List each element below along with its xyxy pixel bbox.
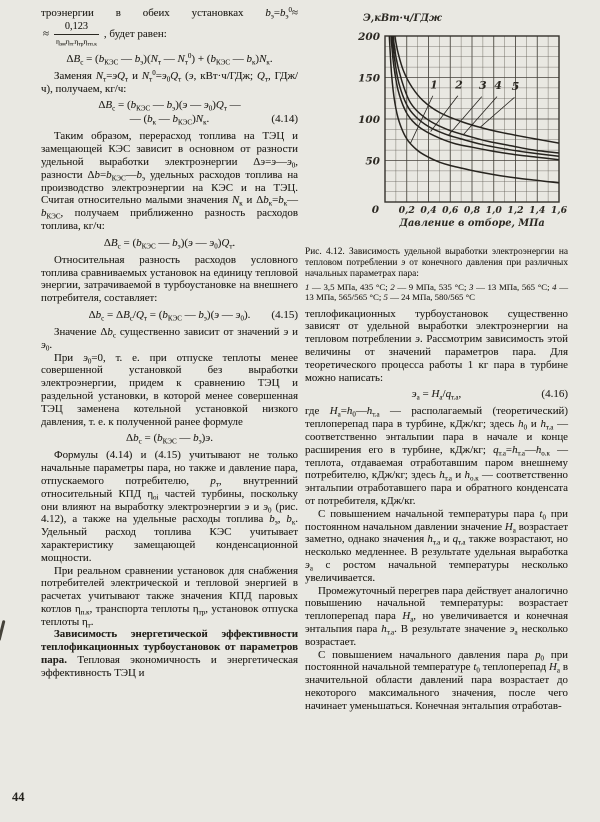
equation-4-16: $э_а = H_а/q_{т.а}$, (4.16) [411, 388, 568, 402]
svg-text:0,6: 0,6 [442, 205, 459, 216]
svg-text:1,0: 1,0 [485, 205, 502, 216]
body-paragraph-heading: Зависимость энергетической эффективности теплофикационных турбоустановок от параметров пара. Тепловая экономичность и энергетическая эффективность ТЭЦ и [41, 628, 298, 679]
body-paragraph-continuation: теплофикационных турбоустановок существенно зависят от удельной выработки электроэнергии на тепловом потреблении э. Рассмотрим зависимость этой величины от значений параметров пара. Для теоретического процесса работы 1 кг пара в турбине можно написать: [305, 307, 568, 384]
fraction-tail-text: , будет равен: [103, 28, 167, 41]
chart-axis-labels [357, 13, 568, 229]
right-column [305, 6, 568, 713]
y-axis-label: Э,кВт·ч/ГДж [363, 13, 442, 24]
equation-number: (4.14) [271, 113, 298, 126]
svg-text:1,4: 1,4 [529, 205, 546, 216]
equation-4-15: $\Delta b_с = \Delta B_с/Q_т = (b_{КЭС}$ — $b_э)(э$ — $э_0$). (4.15) [88, 308, 298, 323]
svg-text:0,4: 0,4 [420, 205, 437, 216]
curve-2 [391, 36, 559, 160]
figure-4-12-chart [305, 6, 568, 236]
svg-text:150: 150 [358, 72, 380, 85]
svg-text:0,8: 0,8 [463, 205, 481, 216]
page-number: 44 [12, 790, 25, 804]
svg-text:2: 2 [455, 78, 463, 92]
equation-delta-b: $\Delta b_с = (b_{КЭС}$ — $b_э)э$. [126, 432, 213, 446]
body-paragraph: Заменяя $N_т=эQ_т$ и $N_т^0=э_0Q_т$ (э, кВт·ч/ГДж; $Q_т$, ГДж/ч), получаем, кг/ч: [41, 68, 298, 95]
body-paragraph: При реальном сравнении установок для снабжения потребителей электрической и тепловой энергией в расчетах учитывают также значения КПД паровых котлов $\eta_{п.к}$, транспорта теплоты $\eta_{тр}$, установок отпуска теплоты $\eta_т$. [41, 564, 298, 630]
body-paragraph: Промежуточный перегрев пара действует аналогично повышению начальной температуры: возрастает теплоперепад пара $H_а$, но увеличивается и конечная энтальпия пара $h_{т.а}$. В результате значение $э_а$ несколько возрастает. [305, 584, 568, 648]
body-paragraph: Значение $\Delta b_с$ существенно зависит от значений э и $э_0$. [41, 325, 298, 353]
svg-text:100: 100 [358, 114, 380, 126]
svg-text:1,2: 1,2 [507, 205, 524, 216]
equation-delta-B: $\Delta B_с = (b_{КЭС}$ — $b_э)(N_т$ — $N_т^0) + (b_{КЭС}$ — $b_к)N_к$. [66, 51, 273, 67]
body-paragraph: Относительная разность расходов условного топлива сравниваемых установок на единицу тепловой энергии, затрачиваемой в турбоустановке на внешнего потребителя, составляет: [41, 253, 298, 305]
svg-text:5: 5 [511, 79, 520, 93]
svg-text:50: 50 [365, 155, 380, 168]
scan-artifact [0, 620, 5, 641]
body-paragraph-continuation: троэнергии в обеих установках $b_э=b_э^0\approx$ [41, 6, 298, 21]
equation-4-14-line2: — ($b_к$ — $b_{КЭС})N_к$. (4.14) [129, 113, 298, 127]
inline-fraction-expression [43, 21, 298, 48]
approx-sign: ≈ [43, 28, 50, 41]
body-paragraph: где $H_а=h_0—h_{т.а}$ — располагаемый (теоретический) теплоперепад пара в турбине, кДж/кг; здесь $h_0$ и $h_{т.а}$ — соответственно энтальпии пара в начале и конце расширения его в турбине, кДж/кг; $q_{т.а}=h_{т.а}—h_{о.к}$ — теплота, отдаваемая отработавшим паром внешнему потребителю, кДж/кг; здесь $h_{т.а}$ и $h_{о.к}$ — соответственно энтальпии отработавшего пара и обратного конденсата от потребителя, кДж/кг. [305, 405, 568, 507]
figure-legend: 1 — 3,5 МПа, 435 °С; 2 — 9 МПа, 535 °С; 3 — 13 МПа, 565 °С; 4 — 13 МПа, 565/565 °С; 5 — 24 МПа, 580/565 °С [305, 282, 569, 303]
figure-caption: Рис. 4.12. Зависимость удельной выработки электроэнергии на тепловом потреблении э от конечного давления при различных начальных параметрах пара: [305, 247, 569, 279]
body-paragraph: С повышением начальной температуры пара $t_0$ при постоянном начальном давлении значение $H_а$ возрастает заметно, однако значения $h_{т.а}$ и $q_{т.а}$ также возрастают, но несколько медленнее. В результате удельная выработка $э_а$ с ростом начальной температуры несколько увеличивается. [305, 507, 569, 584]
svg-text:4: 4 [494, 79, 502, 93]
fraction-denominator: $\eta_{эм}\eta_{тг}\eta_{тр}\eta_{тп.к}$ [54, 34, 99, 48]
fraction-numerator: 0,123 [64, 20, 89, 32]
body-paragraph: Таким образом, перерасход топлива на ТЭЦ и замещающей КЭС зависит в основном от разности удельной выработки электроэнергии $\Delta э=э—э_0$, разности $\Delta b=b_{КЭС}—b_э$ удельных расходов топлива на производство электроэнергии на КЭС и на ТЭЦ. Считая относительно малыми значения $N_к$ и $\Delta b_к=b_к—b_{КЭС}$, получаем приближенно разность расходов топлива, кг/ч: [41, 130, 299, 232]
svg-text:200: 200 [358, 31, 380, 43]
svg-text:0: 0 [371, 204, 379, 216]
svg-text:1: 1 [430, 78, 438, 92]
body-paragraph: Формулы (4.14) и (4.15) учитывают не только начальные параметры пара, но также и давление пара, отпускаемого потребителю, $p_т$, внутренний относительный КПД $\eta_{оi}$ частей турбины, поскольку они влияют на выработку электроэнергии э и $э_0$ (рис. 4.12), а также на удельные расходы топлива $b_э$, $b_к$. Удельный расход топлива КЭС учитывает характеристику замещающей конденсационной мощности. [41, 449, 298, 564]
body-paragraph: При $э_0=0$, т. е. при отпуске теплоты менее совершенной установкой без выработки электроэнергии, придем к сравнению ТЭЦ и раздельной установки, в которой менее совершенная ТЭЦ заменена котельной установкой низкого давления, т. е. к полученной ранее формуле [41, 351, 298, 428]
x-axis-label: Давление в отборе, МПа [399, 218, 545, 229]
equation-4-14 [41, 98, 298, 126]
equation-number: (4.16) [541, 388, 568, 401]
equation-4-14-line1: $\Delta B_с = (b_{КЭС}$ — $b_э)(э$ — $э_0)Q_т$ — [98, 99, 241, 113]
equation-number: (4.15) [271, 308, 298, 321]
equation-delta-B-approx: $\Delta B_с = (b_{КЭС}$ — $b_э)(э$ — $э_0)Q_т$. [103, 236, 236, 251]
svg-text:1,6: 1,6 [550, 205, 568, 216]
fraction [54, 21, 99, 48]
svg-text:0,2: 0,2 [398, 205, 415, 216]
body-paragraph: С повышением начального давления пара $p_0$ при постоянной начальной температуре $t_0$ теплоперепад $H_а$ в значительной области давлений пара возрастает до некоторого максимального значения, после чего начинает уменьшаться. Конечная энтальпия отработав- [305, 648, 568, 712]
svg-text:3: 3 [479, 79, 487, 93]
left-column [41, 7, 298, 680]
